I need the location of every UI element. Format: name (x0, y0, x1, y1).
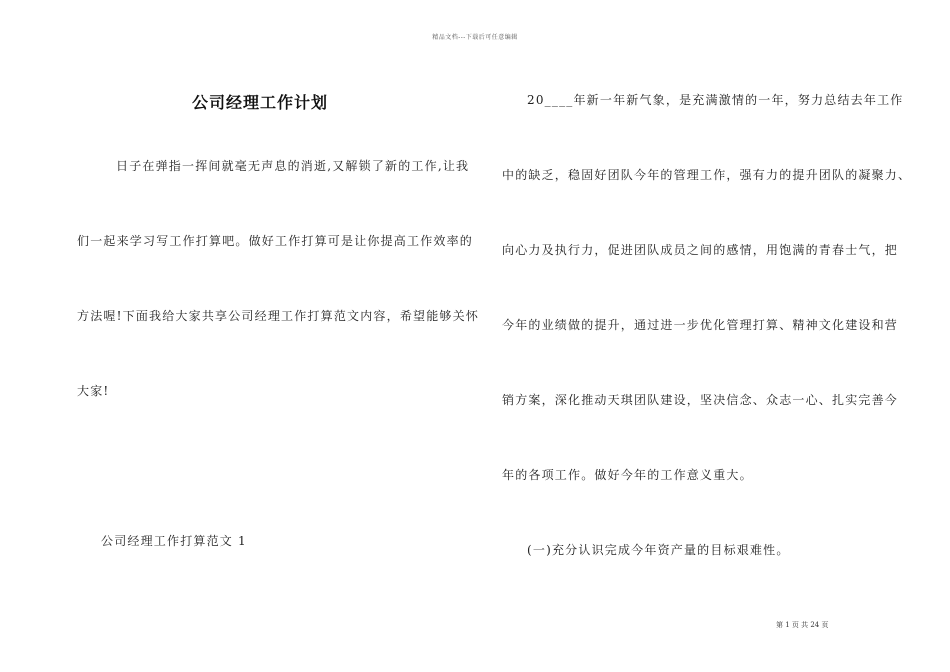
right-paragraph-line: 年的各项工作。做好今年的工作意义重大。 (502, 468, 753, 482)
header-note: 精品文档---下载后可任意编辑 (432, 34, 518, 41)
page-number: 第 1 页 共 24 页 (776, 621, 829, 629)
left-paragraph-line: 方法喔!下面我给大家共享公司经理工作打算范文内容，希望能够关怀 (77, 309, 480, 323)
document-title: 公司经理工作计划 (192, 93, 329, 112)
left-paragraph-line: 们一起来学习写工作打算吧。做好工作打算可是让你提高工作效率的 (77, 234, 474, 248)
section-heading: 公司经理工作打算范文 1 (101, 534, 247, 548)
list-item: (一)充分认识完成今年资产量的目标艰难性。 (527, 543, 790, 557)
right-paragraph-line: 向心力及执行力，促进团队成员之间的感情，用饱满的青春士气，把 (502, 243, 899, 257)
left-paragraph-line: 大家! (77, 384, 110, 398)
right-paragraph-line: 中的缺乏，稳固好团队今年的管理工作，强有力的提升团队的凝聚力、 (502, 168, 912, 182)
right-paragraph-line: 销方案，深化推动天琪团队建设，坚决信念、众志一心、扎实完善今 (502, 393, 899, 407)
right-paragraph-line: 20____年新一年新气象，是充满激情的一年，努力总结去年工作 (527, 93, 904, 107)
right-paragraph-line: 今年的业绩做的提升，通过进一步优化管理打算、精神文化建设和营 (502, 318, 899, 332)
left-paragraph-line: 日子在弹指一挥间就毫无声息的消逝,又解锁了新的工作,让我 (116, 159, 470, 173)
